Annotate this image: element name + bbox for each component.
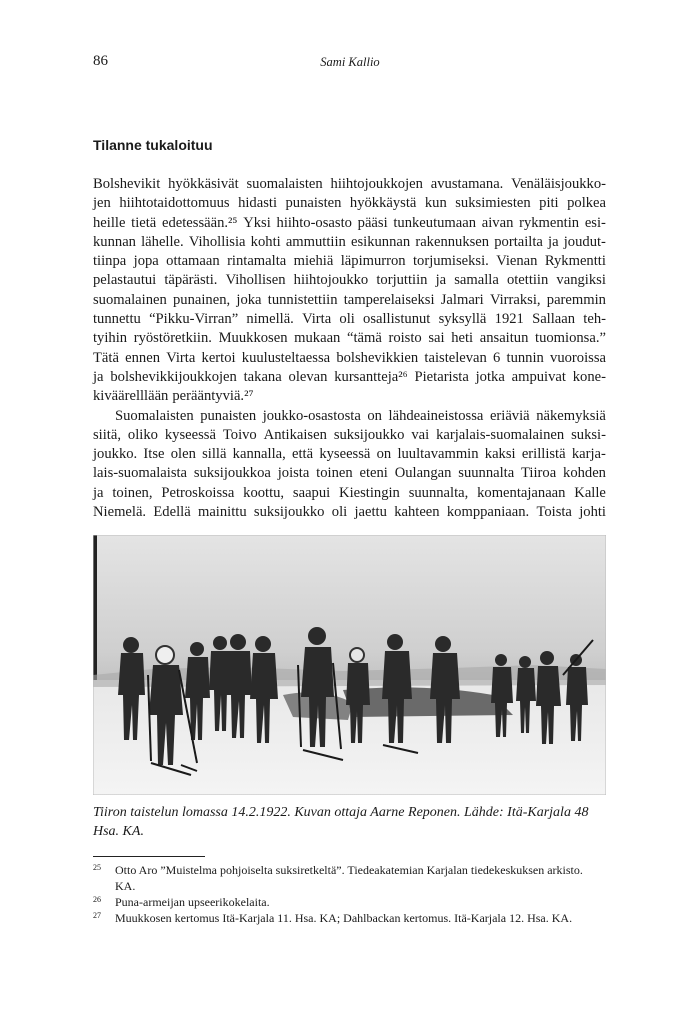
word: joukko-osastosta [262,407,361,424]
word: tiinpa [93,253,127,270]
word: Virraksi, [489,291,541,308]
word: Yksi [243,214,271,231]
word: tamperelaiseksi [343,291,435,308]
page-number: 86 [93,53,108,69]
word: erillistä [521,446,566,463]
footnote-text: Otto Aro ”Muistelma pohjoiselta suksiretkeltä”. Tiedeakatemian Karjalan tiedekeskuksen arkisto. KA. [115,863,583,893]
word: rintamalta [227,253,287,270]
word: olen [170,446,196,463]
section-title: Tilanne tukaloituu [93,137,213,153]
word: kahteen [394,504,440,521]
word: Toista [536,504,572,521]
word: pääsi [357,214,388,231]
word: jen [93,195,111,212]
word: rykmentin [519,214,580,231]
word: Niemelä. [93,504,147,521]
word: otettiin [506,272,549,289]
word: takana [243,368,282,385]
footnote-number: 25 [93,863,101,872]
word: tunkeutumaan [393,214,477,231]
word: suunnalta, [408,484,469,501]
body-line [93,445,606,464]
word: luultavammin [397,446,479,463]
word: oli [339,311,355,328]
body-line [93,291,606,310]
word: punaisten [285,195,342,212]
word: Tätä [93,349,119,366]
word: kertoi [201,349,236,366]
word: hiihto-osasto [276,214,352,231]
word: Sallaan [532,311,576,328]
running-head: Sami Kallio [320,55,380,69]
word: suksijoukko [333,426,405,443]
word: rakennuksen [415,233,490,250]
word: eriäviä [489,407,530,424]
word: Vihollisia [188,233,246,250]
word: lais-suomalaista [93,465,188,482]
word: ja [93,368,104,385]
body-line [93,387,606,406]
body-line [93,368,606,387]
body-line [93,175,606,194]
word: torjumiseksi. [412,253,489,270]
word: suomalainen [93,291,167,308]
word: torjuttiin [376,272,428,289]
word: kun [424,195,447,212]
word: tuomionsa.” [535,330,606,347]
word: Pietarista [414,368,469,385]
body-line [93,233,606,252]
word: joka [236,291,262,308]
word: esikunnan [350,233,411,250]
word: mainittu [197,504,247,521]
word: ampuivat [511,368,566,385]
word: oliko [127,426,158,443]
word: portailta [494,233,543,250]
word: suksi- [571,426,606,443]
footnotes [93,862,606,926]
word: kone- [572,368,606,385]
word: polkea [567,195,606,212]
word: esi- [584,214,606,231]
word: hiihtojoukko [293,272,369,289]
word: aivan [481,214,514,231]
word: Kiestingin [339,484,400,501]
word: bolshevikkien [336,349,419,366]
word: Petroskoissa [161,484,235,501]
word: samalla [454,272,499,289]
word: 1921 [494,311,524,328]
word: kuulusteltaessa [241,349,331,366]
word: hyökkäystä [349,195,417,212]
body-line [93,484,606,503]
word: ja [93,484,104,501]
word: jotka [475,368,505,385]
word: punainen, [173,291,231,308]
word: eteni [359,465,388,482]
word: että [292,446,314,463]
word: Kalle [574,484,606,501]
word: ammuttiin [285,233,346,250]
word: Antikaisen [263,426,327,443]
word: komppaniaan. [446,504,530,521]
word: hiihtotaidottomuus [119,195,230,212]
word: karja- [571,446,606,463]
body-line [93,503,606,522]
word: Edellä [153,504,191,521]
word: Toivo [222,426,257,443]
word: näkemyksiä [536,407,606,424]
word: Venäläisjoukko- [511,176,606,192]
word: Jalmari [440,291,484,308]
word: Rykmentti [544,253,606,270]
footnote-text: Puna-armeijan upseerikokelaita. [115,895,270,909]
word: kyseessä [319,446,371,463]
word: piti [539,195,559,212]
word: vuoroissa [550,349,606,366]
word: bolshevikkijoukkojen [110,368,237,385]
word: ottamaan [166,253,220,270]
word: hiihtojoukkojen [330,176,423,192]
body-line [93,407,606,426]
word: lähdeaineistossa [388,407,484,424]
word: toinen, [112,484,153,501]
word: avustamana. [430,176,504,192]
word: Virta [302,311,332,328]
word: “Pikku-Virran” [149,311,239,328]
word: edetessään.²⁵ [161,214,238,231]
word: osallistunut [363,311,431,328]
word: ja [548,233,559,250]
word: karjalais-suomalainen [436,426,565,443]
word: koottu, [243,484,285,501]
word: mukaan [294,330,341,347]
word: on [367,407,382,424]
word: kohden [563,465,606,482]
word: on [376,446,392,463]
word: saapui [292,484,331,501]
body-line [93,252,606,271]
word: ja [435,272,447,289]
word: kunnan [93,233,136,250]
word: “tämä [346,330,382,347]
word: paremmin [546,291,606,308]
word: kyseessä [164,426,216,443]
body-line [93,194,606,213]
word: Virta [166,349,196,366]
word: toinen [316,465,353,482]
word: Muukkosen [218,330,288,347]
word: suunnalta [458,465,515,482]
word: kannalla, [232,446,286,463]
body-line [93,214,606,233]
word: hyökkäsivät [168,176,239,192]
word: 6 [493,349,501,366]
word: nimellä. [246,311,294,328]
body-line [93,271,606,290]
word: olevan [288,368,328,385]
word: kaksi [484,446,516,463]
word: joista [277,465,310,482]
body-line [93,310,606,329]
word: tietä [131,214,157,231]
word: pelastautui [93,272,157,289]
word: vangiksi [556,272,606,289]
word: suomalaisten [246,176,323,192]
word: kiväärelllään [93,388,169,405]
word: ansaitun [479,330,529,347]
word: suksimiesten [455,195,531,212]
word: joudut- [563,233,606,250]
word: Itse [143,446,165,463]
word: sai [428,330,445,347]
footnote-number: 27 [93,911,101,920]
word: joukko. [93,446,138,463]
footnote-separator [93,856,205,857]
word: tyihin [93,330,128,347]
photo-caption: Tiiron taistelun lomassa 14.2.1922. Kuvan ottaja Aarne Reponen. Lähde: Itä-Karjala 48 Hsa. KA. [93,805,589,839]
word: siitä, [93,426,121,443]
word: johti [579,504,606,521]
body-text [93,175,606,522]
word: kohti [250,233,281,250]
word: teh- [583,311,606,328]
word: suksijoukko [253,504,325,521]
word: taistelevan [424,349,487,366]
word: sillä [202,446,227,463]
body-line [93,349,606,368]
historical-photo [93,535,606,795]
word: Suomalaisten [115,407,194,424]
word: miehiä [293,253,334,270]
word: tunnin [506,349,544,366]
word: tunnistettiin [267,291,338,308]
footnote [93,894,606,910]
word: tunnettu [93,311,141,328]
word: roisto [388,330,422,347]
word: jopa [133,253,159,270]
footnote-number: 26 [93,895,101,904]
word: hidasti [238,195,277,212]
word: täpärästi. [164,272,218,289]
body-line [93,464,606,483]
word: suksijoukkoa [193,465,271,482]
body-line [93,329,606,348]
word: perääntyviä.²⁷ [172,388,254,405]
word: heti [451,330,474,347]
word: Vienan [496,253,538,270]
word: vai [411,426,430,443]
word: heille [93,214,126,231]
word: oli [331,504,348,521]
word: Vihollisen [225,272,286,289]
word: Tiiroa [521,465,557,482]
footnote [93,862,606,894]
word: punaisten [200,407,257,424]
word: Oulangan [394,465,452,482]
word: läpimurron [340,253,406,270]
word: ennen [125,349,160,366]
footnote-text: Muukkosen kertomus Itä-Karjala 11. Hsa. KA; Dahlbackan kertomus. Itä-Karjala 12. Hsa. KA. [115,911,573,925]
footnote [93,910,606,926]
word: lähelle. [141,233,184,250]
word: ryöstöretkiin. [133,330,212,347]
body-line [93,426,606,445]
word: komentajanaan [477,484,566,501]
word: syksyllä [438,311,487,328]
word: jaettu [354,504,387,521]
word: kursantteja²⁶ [334,368,408,385]
word: Bolshevikit [93,176,161,192]
